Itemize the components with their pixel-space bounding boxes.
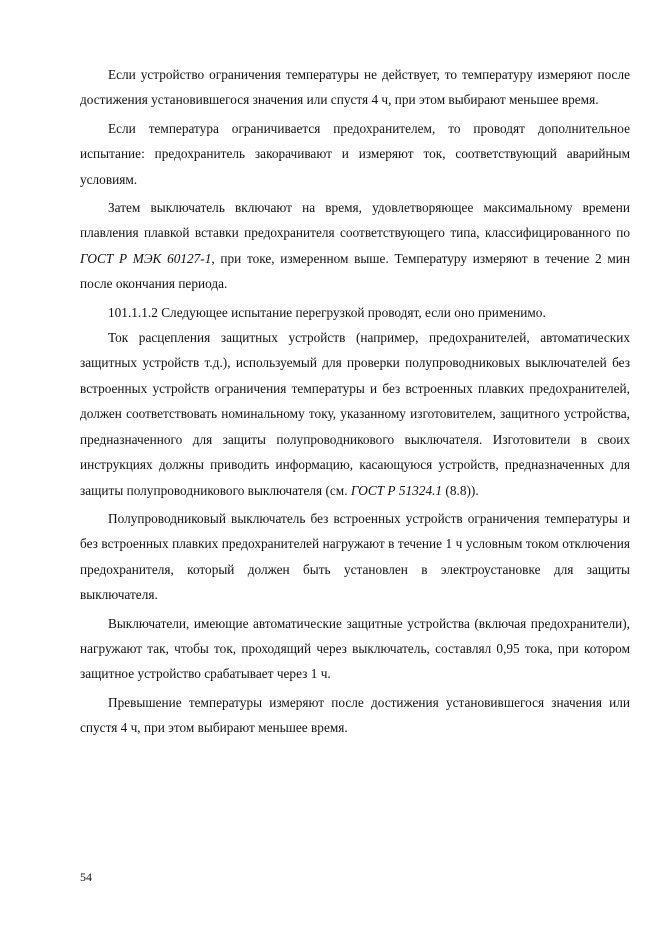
paragraph xyxy=(80,195,630,297)
page-number: 54 xyxy=(80,870,92,884)
standard-reference: ГОСТ Р 51324.1 xyxy=(350,482,443,498)
paragraph: Если устройство ограничения температуры не действует, то температуру измеряют после достижения установившегося значения или спустя 4 ч, при этом выбирают меньшее время. xyxy=(80,67,630,108)
paragraph-text: Ток расцепления защитных устройств (например, предохранителей, автоматических защитных устройств т.д.), используемый для проверки полупроводниковых выключателей без встроенных устройств ограничения температуры и без встроенных плавких предохранителей, должен соответствовать номинальному току, указанному изготовителем, защитного устройства, предназначенного для защиты полупроводникового выключателя. Изготовители в своих инструкциях должны приводить информацию, касающуюся устройств, предназначенных для защиты полупроводникового выключателя (см. xyxy=(80,330,630,498)
paragraph: Выключатели, имеющие автоматические защитные устройства (включая предохранители), нагружают так, чтобы ток, проходящий через выключатель, составлял 0,95 тока, при котором защитное устройство срабатывает через 1 ч. xyxy=(80,615,630,682)
paragraph-text: , при токе, измеренном выше. Температуру измеряют в течение 2 мин после окончания периода. xyxy=(80,250,630,292)
paragraph: Если температура ограничивается предохранителем, то проводят дополнительное испытание: предохранитель закорачивают и измеряют ток, соответствующий аварийным условиям. xyxy=(80,120,630,187)
paragraph-text: Затем выключатель включают на время, удовлетворяющее максимальному времени плавления плавкой вставки предохранителя соответствующего типа, классифицированного по xyxy=(80,200,630,241)
paragraph-text: (8.8)). xyxy=(442,482,479,498)
document-body xyxy=(80,62,630,741)
standard-reference: ГОСТ Р МЭК 60127-1 xyxy=(80,250,212,266)
paragraph: Полупроводниковый выключатель без встроенных устройств ограничения температуры и без встроенных плавких предохранителей нагружают в течение 1 ч условным током отключения предохранителя, который должен быть установлен в электроустановке для защиты выключателя. xyxy=(80,510,630,603)
paragraph: Превышение температуры измеряют после достижения установившегося значения или спустя 4 ч, при этом выбирают меньшее время. xyxy=(80,694,630,736)
paragraph xyxy=(80,325,630,503)
section-heading-paragraph: 101.1.1.2 Следующее испытание перегрузкой проводят, если оно применимо. xyxy=(108,304,546,320)
